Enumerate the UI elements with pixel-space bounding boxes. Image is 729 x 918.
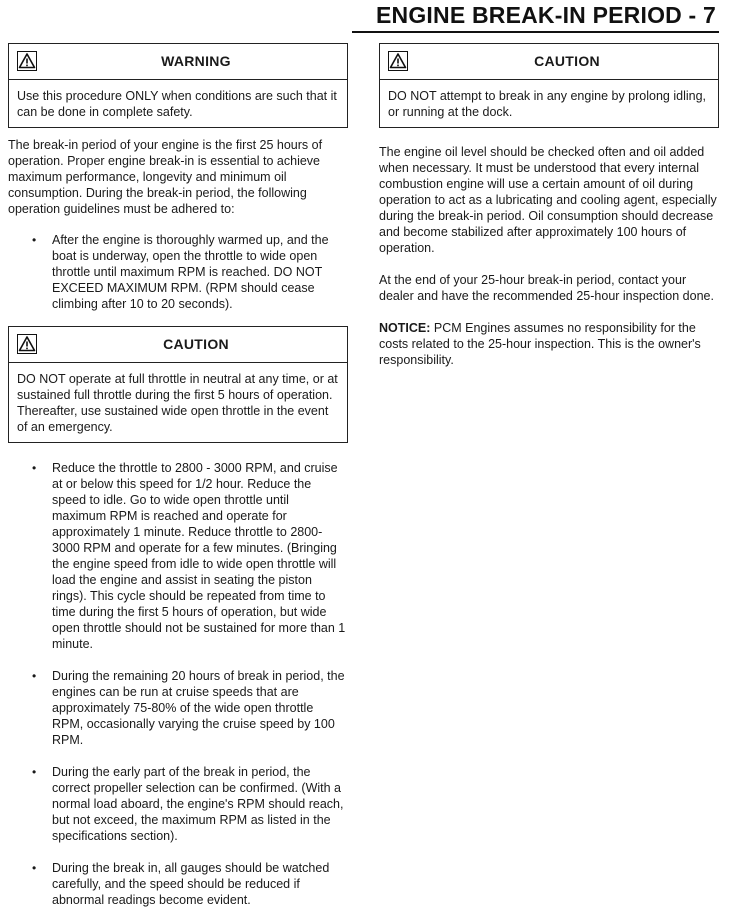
caution-box-left — [8, 326, 348, 443]
caution-text: DO NOT operate at full throttle in neutral at any time, or at sustained full throttle during the first 5 hours of operation. Thereafter, use sustained wide open throttle in the event of an emergency. — [17, 372, 338, 434]
bullet-icon: • — [32, 861, 37, 875]
oil-paragraph: The engine oil level should be checked often and oil added when necessary. It must be understood that every internal combustion engine will use a certain amount of oil during operation to act as a lubricating and cooling agent, especially during the break-in period. Oil consumption should decrease and become stabilized after approximately 100 hours of operation. — [379, 145, 717, 255]
bullet-icon: • — [32, 233, 37, 247]
warning-triangle-icon — [9, 44, 45, 79]
left-column — [8, 43, 348, 908]
notice-paragraph — [379, 320, 719, 368]
list-item — [8, 232, 348, 312]
warning-text: Use this procedure ONLY when conditions are such that it can be done in complete safety. — [17, 89, 337, 119]
list-item-text: Reduce the throttle to 2800 - 3000 RPM, and cruise at or below this speed for 1/2 hour. Reduce the speed to idle. Go to wide open throttle until maximum RPM is reached and operate for approximately 1 minute. Reduce throttle to 2800-3000 RPM and operate for a few minutes. (Bringing the engine speed from idle to wide open throttle will load the engine and assist in seating the piston rings). This cycle should be repeated from time to time during the first 5 hours of operation, but wide open throttle should not be sustained for more than 1 minute. — [52, 461, 346, 651]
page-title: ENGINE BREAK-IN PERIOD - 7 — [375, 2, 716, 28]
bullet-icon: • — [32, 461, 37, 475]
bullet-icon: • — [32, 669, 37, 683]
list-item — [8, 764, 348, 844]
list-item-text: During the early part of the break in period, the correct propeller selection can be confirmed. (With a normal load aboard, the engine's RPM should reach, but not exceed, the maximum RPM as listed in the specifications section). — [52, 765, 344, 843]
page-header — [0, 0, 729, 38]
warning-triangle-icon — [380, 44, 416, 79]
caution-box-header — [380, 44, 718, 80]
header-rule — [352, 31, 719, 33]
warning-triangle-icon — [9, 327, 45, 362]
bullet-list — [8, 460, 348, 908]
list-item — [8, 860, 348, 908]
right-column — [379, 43, 719, 368]
caution-box-header — [9, 327, 347, 363]
list-item-text: During the remaining 20 hours of break in period, the engines can be run at cruise speeds that are approximately 75-80% of the wide open throttle RPM, occasionally varying the cruise speed by 100 RPM. — [52, 669, 345, 747]
list-item — [8, 668, 348, 748]
list-item-text: After the engine is thoroughly warmed up, and the boat is underway, open the throttle to wide open throttle until maximum RPM is reached. DO NOT EXCEED MAXIMUM RPM. (RPM should cease climbing after 10 to 20 seconds). — [52, 233, 329, 311]
notice-text: PCM Engines assumes no responsibility for the costs related to the 25-hour inspection. This is the owner's responsibility. — [379, 321, 701, 367]
list-item-text: During the break in, all gauges should be watched carefully, and the speed should be reduced if abnormal readings become evident. — [52, 861, 330, 907]
caution-text: DO NOT attempt to break in any engine by prolong idling, or running at the dock. — [388, 89, 706, 119]
bullet-list-top — [8, 232, 348, 312]
notice-label: NOTICE: — [379, 321, 431, 335]
end-paragraph: At the end of your 25-hour break-in period, contact your dealer and have the recommended 25-hour inspection done. — [379, 273, 714, 303]
caution-title: CAUTION — [534, 53, 600, 69]
caution-title: CAUTION — [163, 336, 229, 352]
warning-title: WARNING — [161, 53, 231, 69]
caution-box-right — [379, 43, 719, 128]
list-item — [8, 460, 348, 652]
warning-box-header — [9, 44, 347, 80]
warning-box — [8, 43, 348, 128]
intro-paragraph: The break-in period of your engine is the first 25 hours of operation. Proper engine break-in is essential to achieve maximum performance, longevity and minimum oil consumption. During the break-in period, the following operation guidelines must be adhered to: — [8, 138, 323, 216]
bullet-icon: • — [32, 765, 37, 779]
